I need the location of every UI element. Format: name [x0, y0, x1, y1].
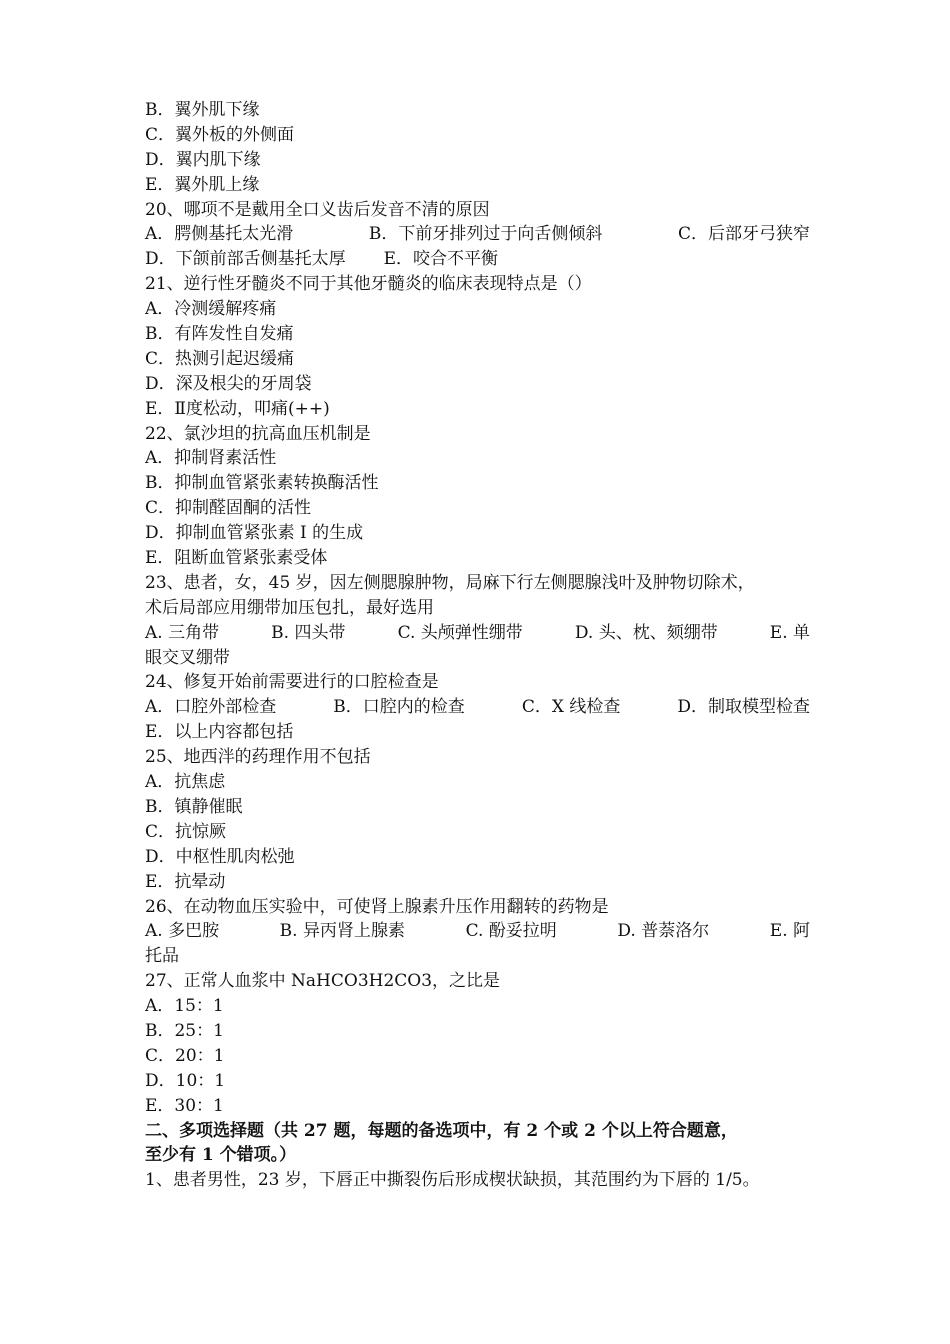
option-e: E．30：1: [145, 1095, 224, 1116]
option-d: D. 头、枕、颏绷带: [574, 622, 718, 643]
question-24-stem: 24、修复开始前需要进行的口腔检查是: [145, 672, 439, 693]
option-e: E．Ⅱ度松动，叩痛(++): [145, 398, 330, 419]
option-d: D．下颌前部舌侧基托太厚: [145, 249, 346, 270]
option-a: A．抗焦虑: [145, 772, 226, 793]
question-25-stem: 25、地西泮的药理作用不包括: [145, 747, 371, 768]
question-26-options-continuation: 托品: [145, 946, 179, 967]
option-e: E. 单: [769, 622, 810, 643]
option-d: D．制取模型检查: [677, 697, 810, 718]
option-e: E．抗晕动: [145, 871, 226, 892]
option-a: A. 三角带: [145, 622, 220, 643]
question-27-stem: 27、正常人血浆中 NaHCO3H2CO3，之比是: [145, 971, 501, 992]
option-b: B．抑制血管紧张素转换酶活性: [145, 473, 379, 494]
section-2-heading-line2: 至少有 1 个错项。）: [145, 1145, 297, 1166]
option-e: E．以上内容都包括: [145, 722, 294, 743]
question-21-stem: 21、逆行性牙髓炎不同于其他牙髓炎的临床表现特点是（）: [145, 274, 592, 295]
option-c: C．抗惊厥: [145, 821, 227, 842]
question-20-stem: 20、哪项不是戴用全口义齿后发音不清的原因: [145, 199, 490, 220]
option-d: D．抑制血管紧张素 I 的生成: [145, 523, 364, 544]
option-a: A. 多巴胺: [145, 921, 220, 942]
option-e: E. 阿: [769, 921, 810, 942]
question-23-stem-line1: 23、患者，女，45 岁，因左侧腮腺肿物，局麻下行左侧腮腺浅叶及肿物切除术，: [145, 572, 755, 593]
option-c: C．抑制醛固酮的活性: [145, 498, 312, 519]
question-20-options-row2: [145, 247, 810, 272]
question-23-options-row1: [145, 621, 810, 646]
option-b: B．下前牙排列过于向舌侧倾斜: [368, 224, 603, 245]
option-c: C．X 线检查: [521, 697, 621, 718]
option-a: A．腭侧基托太光滑: [145, 224, 294, 245]
option-a: A．15：1: [145, 996, 224, 1017]
question-26-stem: 26、在动物血压实验中，可使肾上腺素升压作用翻转的药物是: [145, 896, 609, 917]
option-b: B．口腔内的检查: [333, 697, 465, 718]
option-b: B．翼外肌下缘: [145, 100, 260, 120]
option-c: C．热测引起迟缓痛: [145, 348, 295, 369]
option-a: A．口腔外部检查: [145, 697, 277, 718]
question-23-options-continuation: 眼交叉绷带: [145, 647, 230, 668]
exam-content: [145, 98, 810, 1193]
option-c: C. 酚妥拉明: [465, 921, 557, 942]
option-b: B. 异丙肾上腺素: [279, 921, 405, 942]
section-2-heading-line1: 二、多项选择题（共 27 题，每题的备选项中，有 2 个或 2 个以上符合题意，: [145, 1120, 738, 1141]
option-c: C．后部牙弓狭窄: [677, 224, 810, 245]
question-22-stem: 22、氯沙坦的抗高血压机制是: [145, 423, 371, 444]
option-d: D．中枢性肌肉松弛: [145, 846, 295, 867]
option-b: B．有阵发性自发痛: [145, 324, 294, 345]
option-a: A．抑制肾素活性: [145, 448, 277, 469]
option-d: D．深及根尖的牙周袋: [145, 373, 312, 394]
question-24-options-row1: [145, 695, 810, 720]
option-b: B．25：1: [145, 1020, 224, 1041]
option-d: D. 普萘洛尔: [617, 921, 710, 942]
question-26-options-row1: [145, 919, 810, 944]
question-23-stem-line2: 术后局部应用绷带加压包扎，最好选用: [145, 597, 434, 618]
question-20-options-row1: [145, 222, 810, 247]
multi-question-1-stem: 1、患者男性，23 岁，下唇正中撕裂伤后形成楔状缺损，其范围约为下唇的 1/5。: [145, 1170, 760, 1191]
option-a: A．冷测缓解疼痛: [145, 299, 277, 320]
option-c: C. 头颅弹性绷带: [397, 622, 523, 643]
option-d: D．翼内肌下缘: [145, 149, 261, 170]
option-e: E．阻断血管紧张素受体: [145, 548, 328, 569]
option-e: E．咬合不平衡: [383, 249, 499, 270]
option-e: E．翼外肌上缘: [145, 174, 260, 195]
option-c: C．翼外板的外侧面: [145, 124, 295, 145]
option-b: B．镇静催眠: [145, 796, 243, 817]
option-c: C．20：1: [145, 1045, 225, 1066]
option-b: B. 四头带: [271, 622, 346, 643]
option-d: D．10：1: [145, 1070, 226, 1091]
